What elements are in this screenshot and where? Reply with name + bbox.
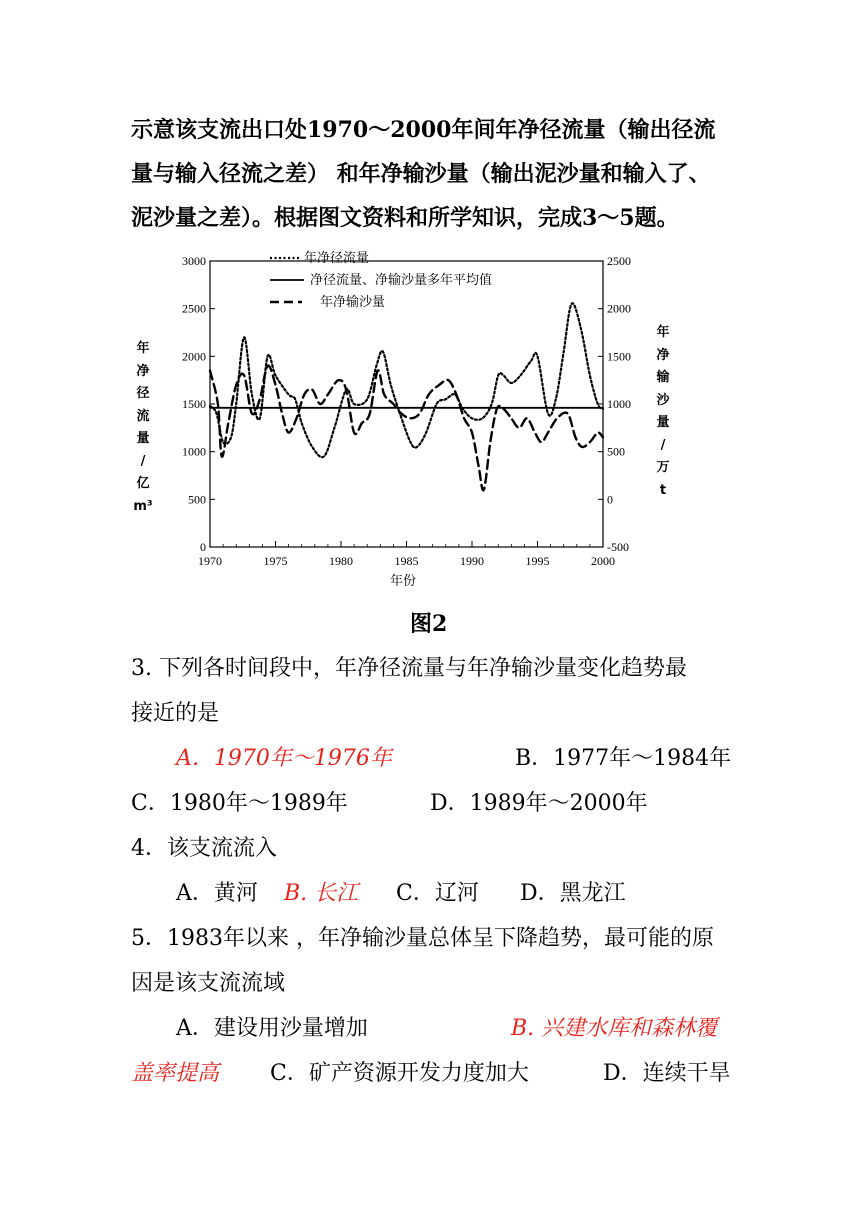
series-line-net-runoff xyxy=(210,303,603,457)
y-tick-label-right: 2500 xyxy=(607,254,631,268)
y-tick-label-left: 1500 xyxy=(182,397,206,411)
y-tick-label-right: 500 xyxy=(607,444,625,459)
y-axis-label-left xyxy=(132,338,154,518)
x-tick-label: 1995 xyxy=(525,554,550,568)
q4-option-a: A．黄河 xyxy=(176,881,258,906)
y-axis-label-right xyxy=(652,322,674,502)
y-tick-label-left: 0 xyxy=(200,540,206,554)
intro-line-3: 泥沙量之差）。根据图文资料和所学知识，完成3～5题。 xyxy=(131,205,679,231)
x-tick-label: 1990 xyxy=(460,554,484,568)
y-tick-label-right: 0 xyxy=(607,492,613,507)
q4-stem: 4．该支流流入 xyxy=(131,836,277,861)
x-tick-label: 2000 xyxy=(591,554,615,568)
axis-label-char: 径 xyxy=(136,386,150,401)
legend-item-average: 净径流量、净输沙量多年平均值 xyxy=(310,273,493,288)
q5-option-d: D．连续干旱 xyxy=(603,1061,731,1086)
series-line-net-sediment xyxy=(210,366,603,491)
axis-label-char: 量 xyxy=(136,431,150,446)
x-tick-label: 1985 xyxy=(394,554,419,568)
x-tick-label: 1975 xyxy=(263,554,288,568)
axis-label-char: 万 xyxy=(656,460,670,475)
q3-option-c: C．1980年～1989年 xyxy=(131,791,348,816)
chart-legend xyxy=(270,250,492,310)
y-tick-label-left: 3000 xyxy=(182,254,206,268)
x-tick-label: 1970 xyxy=(198,554,222,568)
chart-frame xyxy=(210,261,603,547)
q5-option-c: C．矿产资源开发力度加大 xyxy=(270,1061,529,1086)
intro-line-2: 量与输入径流之差） 和年净输沙量（输出泥沙量和输入了、 xyxy=(131,161,711,187)
q5-stem-line-1: 5．1983年以来 ，年净输沙量总体呈下降趋势，最可能的原 xyxy=(131,926,714,951)
q4-option-d: D．黑龙江 xyxy=(520,881,626,906)
axis-label-char: 沙 xyxy=(656,392,670,408)
q3-stem-line-2: 接近的是 xyxy=(131,701,220,726)
figure-caption: 图2 xyxy=(410,611,448,637)
x-tick-label: 1980 xyxy=(329,554,353,568)
q3-option-b: B．1977年～1984年 xyxy=(515,746,732,771)
axis-label-char: 年 xyxy=(656,325,670,340)
q5-option-a: A．建设用沙量增加 xyxy=(176,1016,368,1041)
q4-option-b: B. 长江 xyxy=(284,881,359,906)
axis-label-char: / xyxy=(140,453,146,469)
axis-label-char: 年 xyxy=(136,341,150,356)
y-tick-label-right: -500 xyxy=(607,540,629,554)
q3-option-a: A．1970年～1976年 xyxy=(176,746,392,771)
y-tick-label-right: 2000 xyxy=(607,301,631,316)
q5-option-b-part-1: B. 兴建水库和森林覆 xyxy=(511,1016,718,1041)
y-tick-label-right: 1000 xyxy=(607,397,631,411)
axis-label-char: 量 xyxy=(656,415,670,430)
axis-label-char: / xyxy=(660,437,666,453)
legend-item-net-runoff: 年净径流量 xyxy=(304,251,370,266)
intro-line-1: 示意该支流出口处1970～2000年间年净径流量（输出径流 xyxy=(131,117,716,143)
q3-option-d: D．1989年～2000年 xyxy=(430,791,648,816)
q5-option-b-part-2: 盖率提高 xyxy=(131,1061,220,1086)
axis-label-char: 亿 xyxy=(136,476,150,491)
axis-label-char: 净 xyxy=(136,363,150,379)
axis-label-char: 净 xyxy=(656,347,670,363)
legend-item-net-sediment: 年净输沙量 xyxy=(320,295,386,310)
y-tick-label-left: 500 xyxy=(188,492,206,507)
chart xyxy=(120,240,740,595)
q3-stem-line-1: 3. 下列各时间段中，年净径流量与年净输沙量变化趋势最 xyxy=(131,656,687,681)
y-tick-label-left: 2000 xyxy=(182,349,206,364)
chart-lines xyxy=(210,303,603,490)
x-axis-label: 年份 xyxy=(390,574,417,589)
axis-label-char: 输 xyxy=(656,370,670,385)
axis-label-char: 流 xyxy=(136,408,150,424)
axis-label-char: m³ xyxy=(133,498,153,514)
y-tick-label-left: 2500 xyxy=(182,301,206,316)
y-tick-label-left: 1000 xyxy=(182,444,206,459)
chart-ticks xyxy=(182,254,631,568)
q5-stem-line-2: 因是该支流流域 xyxy=(131,971,286,996)
q4-option-c: C．辽河 xyxy=(396,881,479,906)
y-tick-label-right: 1500 xyxy=(607,349,631,364)
plot-border xyxy=(210,261,603,547)
axis-label-char: t xyxy=(659,482,667,498)
